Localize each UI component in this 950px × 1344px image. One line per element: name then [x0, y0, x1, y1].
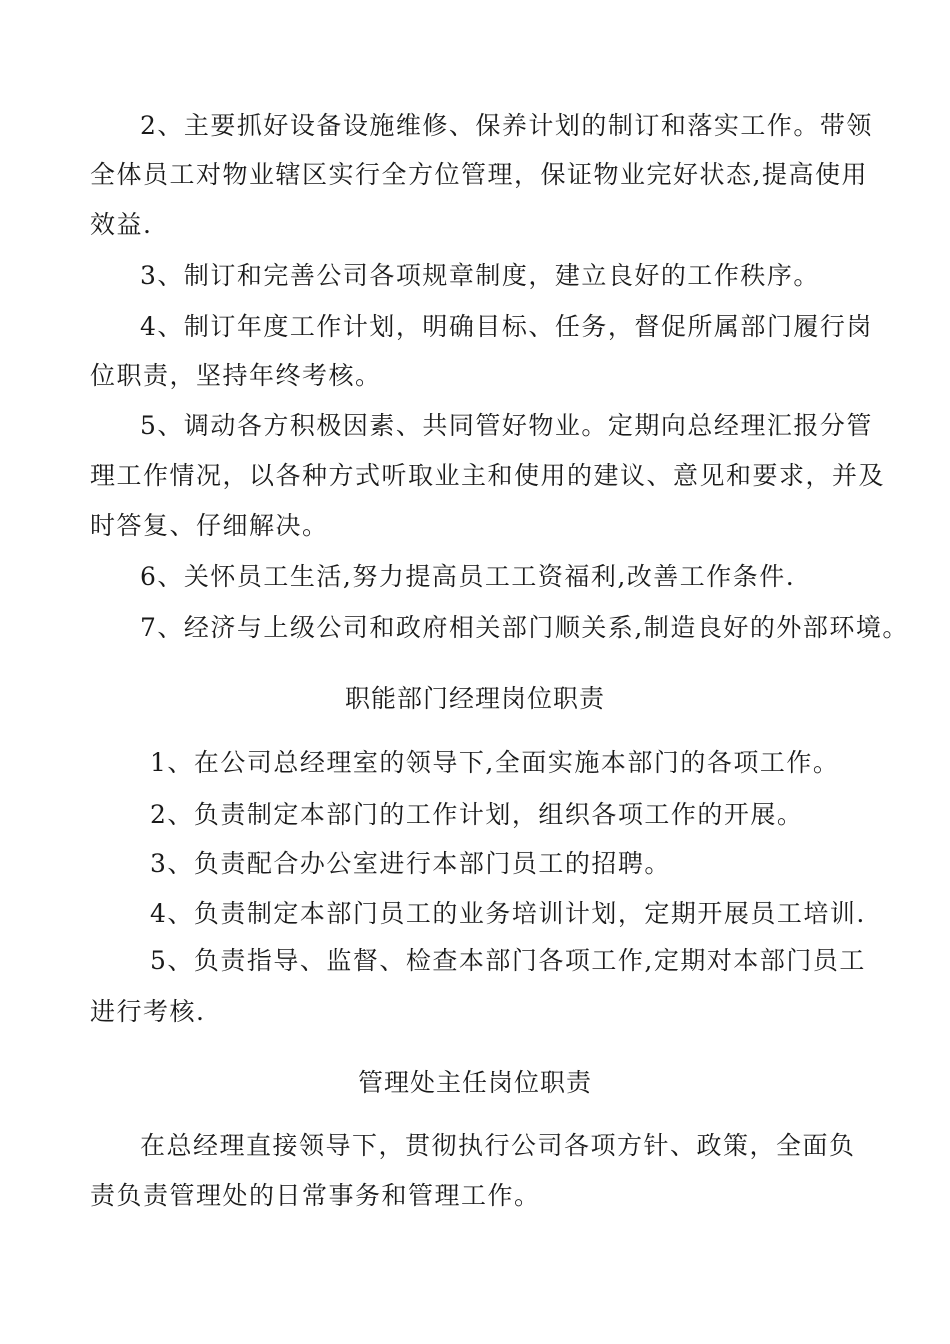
s2-item4: 4、负责制定本部门员工的业务培训计划，定期开展员工培训. [150, 899, 866, 928]
s1-item2-line2: 全体员工对物业辖区实行全方位管理，保证物业完好状态,提高使用 [90, 160, 868, 189]
s1-item4-line2: 位职责，坚持年终考核。 [90, 361, 382, 390]
s2-item5-line1: 5、负责指导、监督、检查本部门各项工作,定期对本部门员工 [150, 946, 866, 975]
s1-item6: 6、关怀员工生活,努力提高员工工资福利,改善工作条件. [140, 562, 796, 591]
s1-item4-line1: 4、制订年度工作计划，明确目标、任务，督促所属部门履行岗 [140, 312, 873, 341]
s1-item5-line3: 时答复、仔细解决。 [90, 511, 329, 540]
s3-intro-line1: 在总经理直接领导下，贯彻执行公司各项方针、政策，全面负 [140, 1131, 856, 1160]
s2-item2: 2、负责制定本部门的工作计划，组织各项工作的开展。 [150, 800, 804, 829]
s1-item2-line3: 效益. [90, 210, 153, 239]
s1-item5-line2: 理工作情况，以各种方式听取业主和使用的建议、意见和要求，并及 [90, 461, 886, 490]
s1-item2-line1: 2、主要抓好设备设施维修、保养计划的制订和落实工作。带领 [140, 111, 873, 140]
s1-item7: 7、经济与上级公司和政府相关部门顺关系,制造良好的外部环境。 [140, 613, 909, 642]
section2-title: 职能部门经理岗位职责 [344, 684, 605, 713]
s2-item5-line2: 进行考核. [90, 997, 206, 1026]
s1-item5-line1: 5、调动各方积极因素、共同管好物业。定期向总经理汇报分管 [140, 411, 873, 440]
s2-item1: 1、在公司总经理室的领导下,全面实施本部门的各项工作。 [150, 748, 840, 777]
s3-intro-line2: 责负责管理处的日常事务和管理工作。 [90, 1181, 541, 1210]
s2-item3: 3、负责配合办公室进行本部门员工的招聘。 [150, 849, 671, 878]
section3-title: 管理处主任岗位职责 [357, 1068, 592, 1097]
s1-item3: 3、制订和完善公司各项规章制度，建立良好的工作秩序。 [140, 261, 820, 290]
